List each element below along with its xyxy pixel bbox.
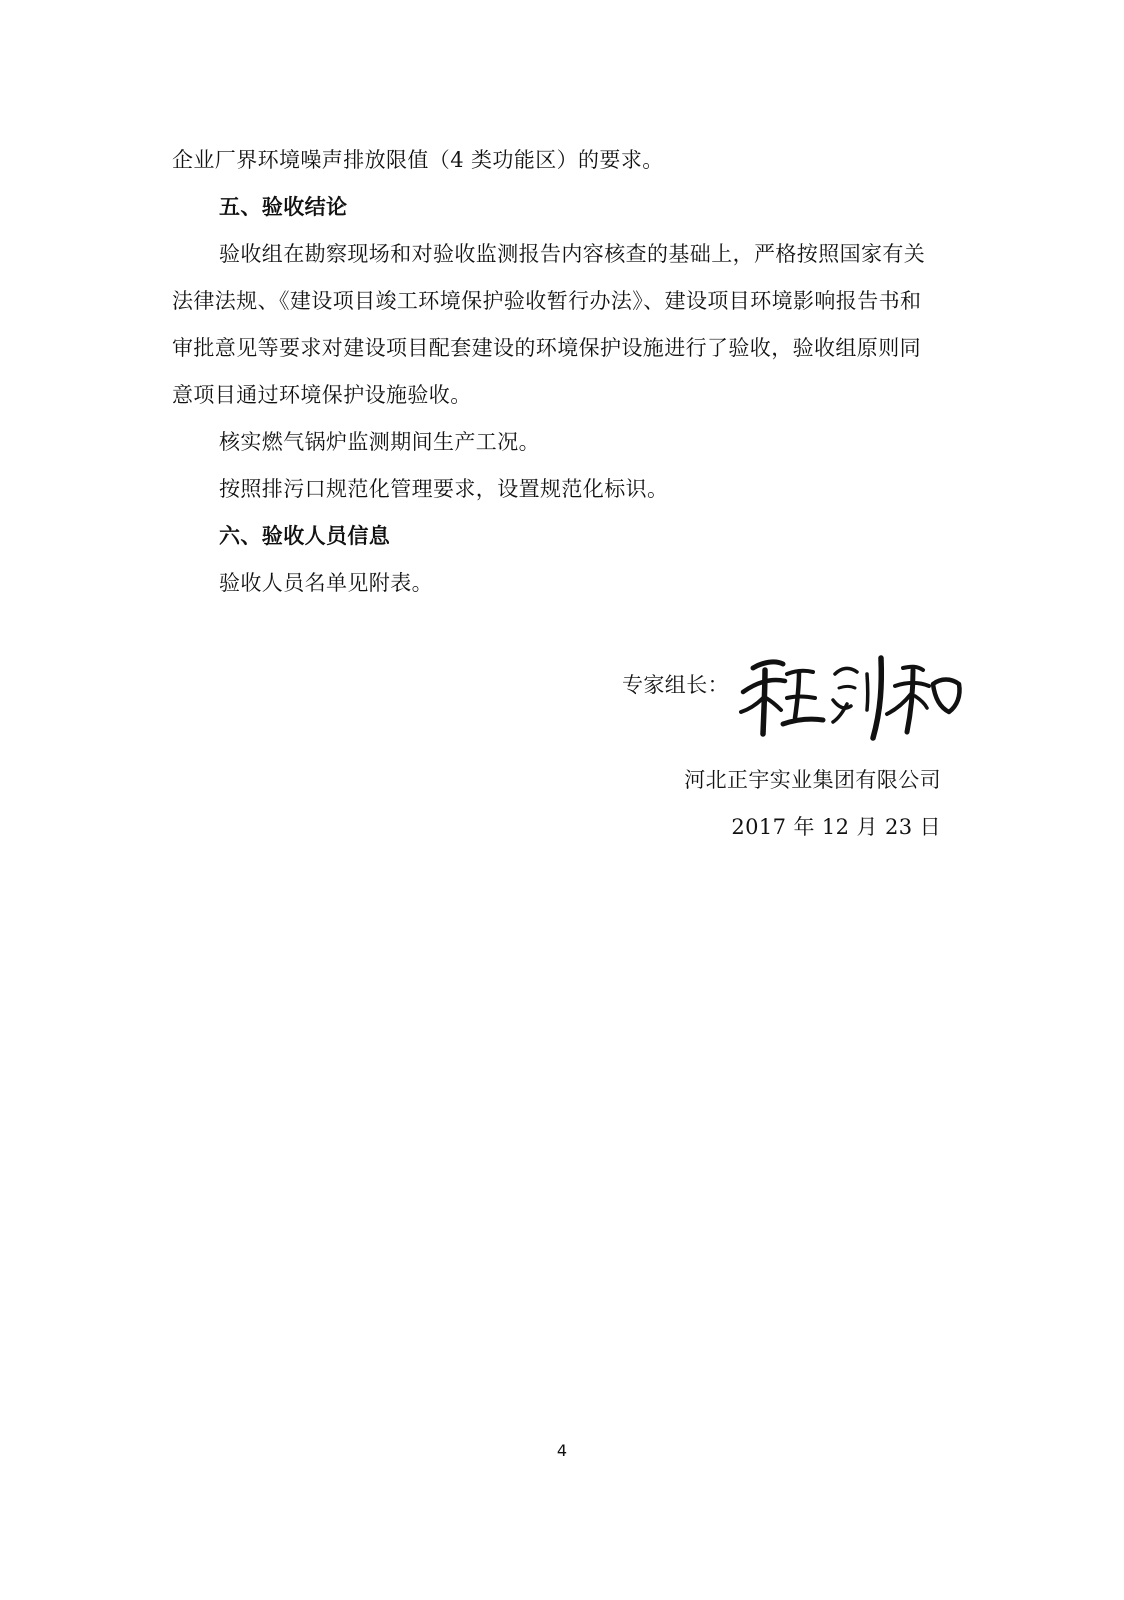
section-heading: 五、验收结论 [219, 195, 348, 219]
paragraph-line: 审批意见等要求对建设项目配套建设的环境保护设施进行了验收，验收组原则同 [172, 336, 921, 360]
company-name: 河北正宇实业集团有限公司 [684, 768, 941, 792]
document-date: 2017 年 12 月 23 日 [731, 815, 941, 839]
page-number: 4 [556, 1441, 568, 1460]
handwritten-signature [735, 648, 970, 748]
paragraph-line: 验收组在勘察现场和对验收监测报告内容核查的基础上，严格按照国家有关 [219, 242, 926, 266]
paragraph-line: 法律法规、《建设项目竣工环境保护验收暂行办法》、建设项目环境影响报告书和 [172, 289, 922, 313]
section-heading: 六、验收人员信息 [219, 524, 391, 548]
paragraph-line: 验收人员名单见附表。 [219, 571, 433, 595]
paragraph-line: 核实燃气锅炉监测期间生产工况。 [219, 430, 540, 454]
paragraph-line: 意项目通过环境保护设施验收。 [172, 383, 472, 407]
paragraph-line: 按照排污口规范化管理要求，设置规范化标识。 [219, 477, 669, 501]
signature-label: 专家组长： [622, 673, 729, 697]
paragraph-line: 企业厂界环境噪声排放限值（4 类功能区）的要求。 [172, 148, 664, 172]
